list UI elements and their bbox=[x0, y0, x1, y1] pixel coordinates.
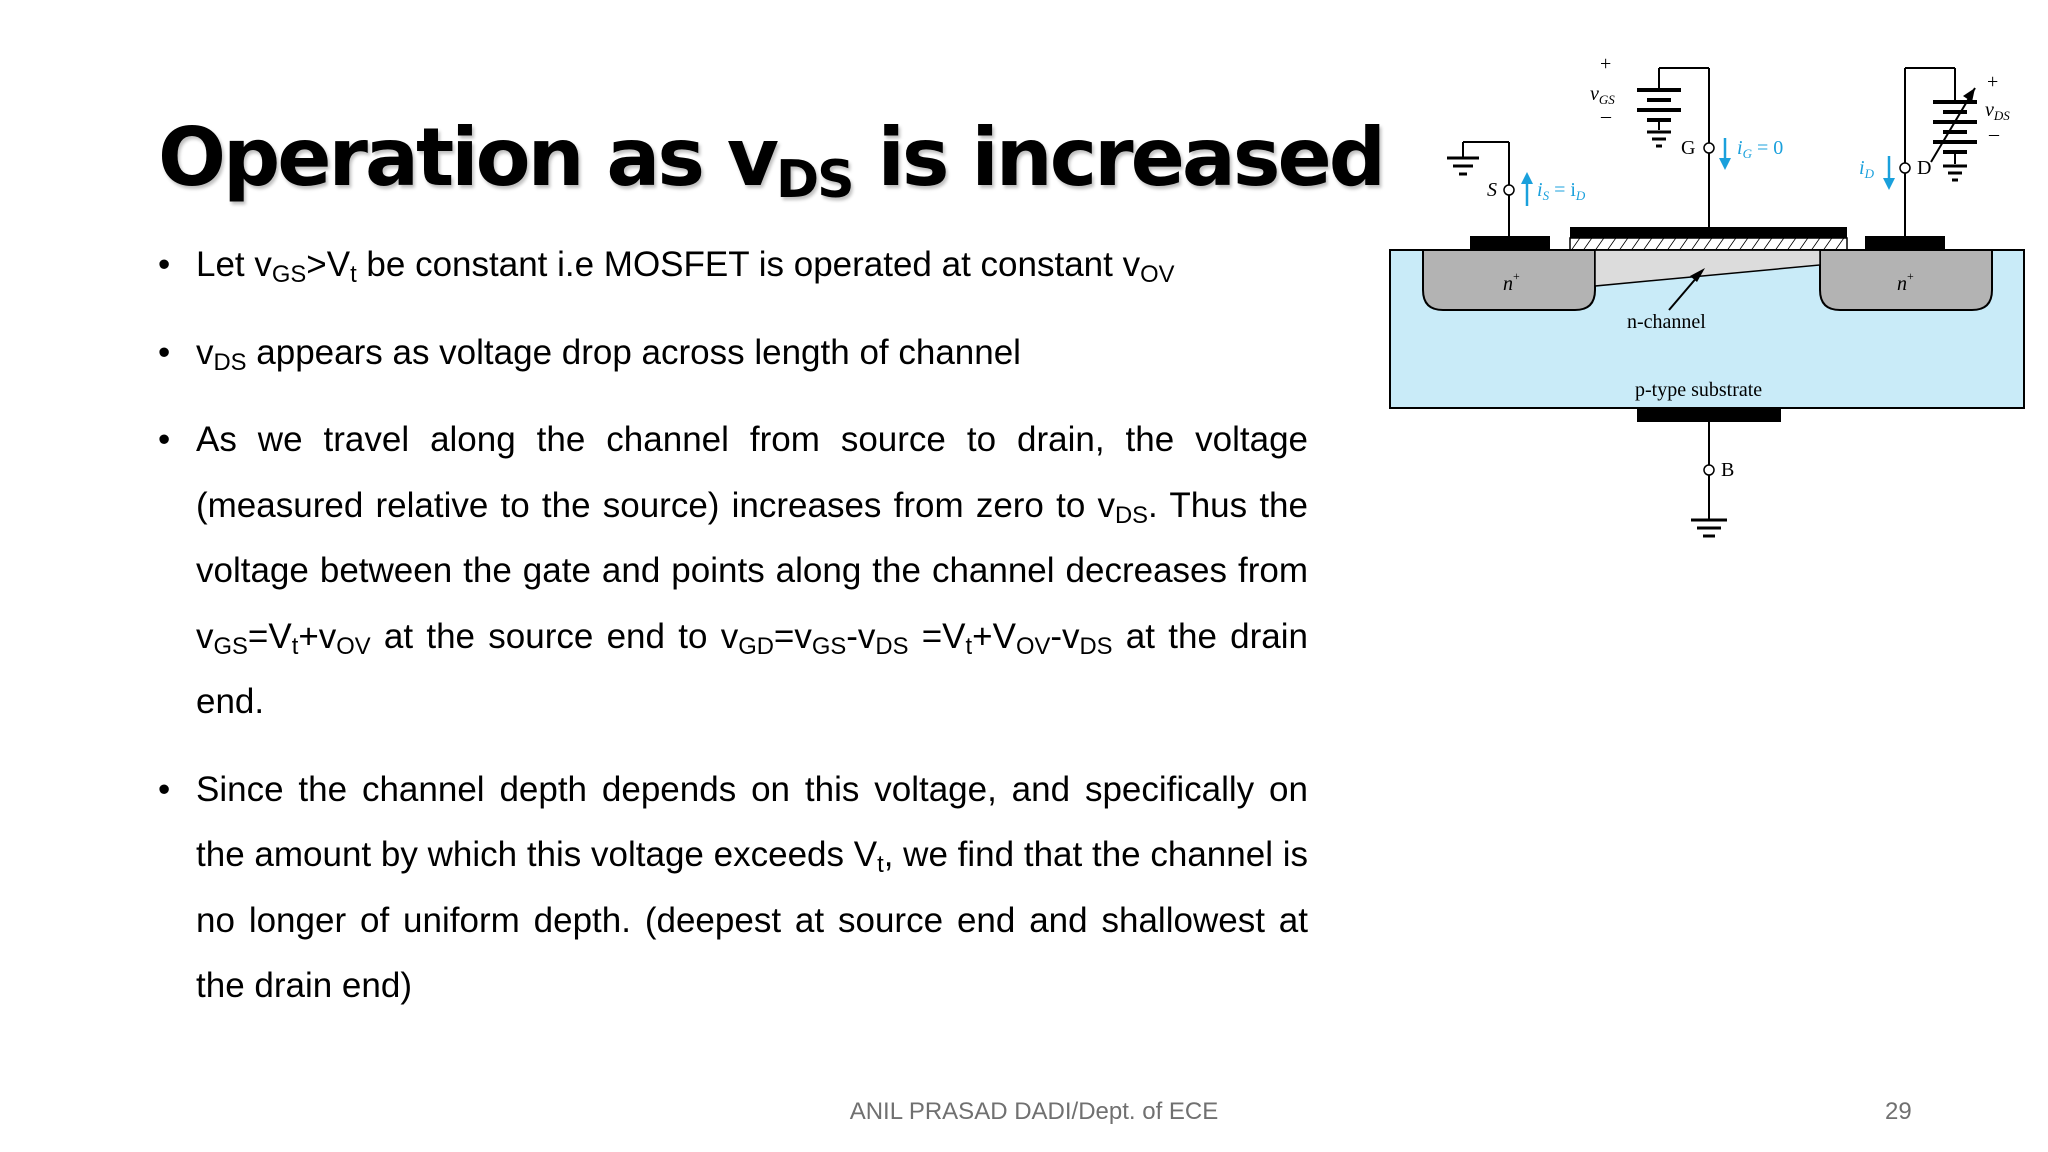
bullet-dot-icon: • bbox=[158, 769, 171, 809]
vgs-label: $v_{GS}$ bbox=[1590, 83, 1615, 107]
bullet-item: • $v_{DS}$ appears as voltage drop across length of channel bbox=[158, 320, 1196, 386]
body-ground-icon bbox=[1691, 520, 1727, 536]
source-label: S bbox=[1487, 179, 1497, 201]
channel-label: n-channel bbox=[1627, 311, 1706, 333]
slide-title: Operation as $v_{DS}$ is increased bbox=[158, 111, 1383, 210]
bullet-list bbox=[158, 232, 1308, 1041]
vds-plus: + bbox=[1987, 71, 1999, 93]
gate-label: G bbox=[1681, 137, 1696, 159]
n-plus-left: n+ bbox=[1503, 269, 1520, 295]
vds-label: $v_{DS}$ bbox=[1985, 99, 2010, 123]
body-contact bbox=[1637, 408, 1781, 422]
drain-contact bbox=[1865, 236, 1945, 250]
id-label: $i_D$ bbox=[1859, 157, 1874, 181]
bullet-item: • As we travel along the channel from source to drain, the voltage (measured relative to the source) increases from zero to $v_{DS}$. Thus the voltage between the gate and points along the channel decreases from $v_{GS}=V_t+v_{OV}$ at the source end to $v_{GD}=v_{GS}-v_{DS} =V_t+V_{OV}-v_{DS}$ at the drain end. bbox=[158, 407, 1308, 735]
vds-minus: – bbox=[1989, 123, 1999, 145]
mosfet-cross-section-diagram bbox=[1375, 50, 2025, 550]
bullet-dot-icon: • bbox=[158, 420, 171, 459]
source-contact bbox=[1470, 236, 1550, 250]
footer-author: ANIL PRASAD DADI/Dept. of ECE bbox=[849, 1098, 1219, 1125]
substrate-label: p-type substrate bbox=[1635, 379, 1763, 401]
gate-oxide bbox=[1570, 238, 1847, 250]
drain-label: D bbox=[1917, 157, 1932, 179]
n-plus-right: n+ bbox=[1897, 269, 1914, 295]
vgs-plus: + bbox=[1600, 53, 1612, 75]
vgs-minus: – bbox=[1601, 105, 1611, 127]
bullet-item: • Since the channel depth depends on this voltage, and specifically on the amount by which this voltage exceeds $V_t$, we find that the channel is no longer of uniform depth. (deepest at source end and shallowest at the drain end) bbox=[158, 757, 1308, 1019]
vgs-battery-icon bbox=[1637, 90, 1681, 146]
ig-label: $i_G = 0$ bbox=[1737, 137, 1784, 161]
body-label: B bbox=[1721, 459, 1735, 481]
bullet-dot-icon: • bbox=[158, 245, 171, 284]
source-ground-icon bbox=[1447, 158, 1479, 174]
is-label: $i_S = i_D$ bbox=[1537, 179, 1586, 203]
gate-electrode bbox=[1570, 227, 1847, 238]
bullet-item: • Let $v_{GS}>V_t$ be constant i.e MOSFET is operated at constant $v_{OV}$ bbox=[158, 232, 1196, 298]
page-number: 29 bbox=[1885, 1098, 1912, 1125]
bullet-dot-icon: • bbox=[158, 332, 171, 372]
vds-variable-battery-icon bbox=[1931, 88, 1977, 180]
